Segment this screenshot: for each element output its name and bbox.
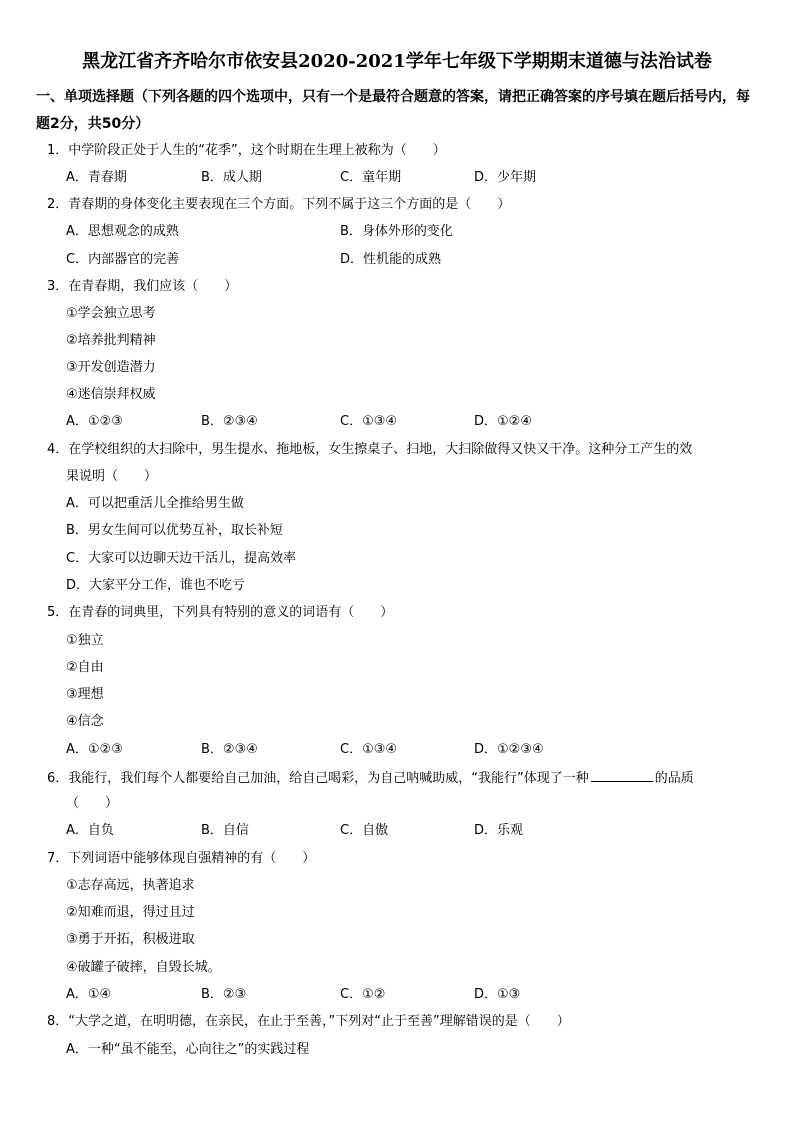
q5-item-2: ②自由 xyxy=(66,660,104,675)
q5-item-4: ④信念 xyxy=(66,714,104,729)
q5-item-3: ③理想 xyxy=(66,687,104,702)
q4-stem-line1: 4．在学校组织的大扫除中，男生提水、拖地板，女生擦桌子、扫地，大扫除做得又快又干净。这种分工产生的效 xyxy=(47,442,693,457)
q1-option-b: B．成人期 xyxy=(201,170,262,185)
q3-item-1: ①学会独立思考 xyxy=(66,306,156,321)
q6-stem-line2: （ ） xyxy=(66,796,119,811)
q7-option-c: C．①② xyxy=(340,987,386,1002)
q6-answer-blank xyxy=(591,767,653,782)
q6-stem-line1 xyxy=(47,767,759,789)
q5-option-b: B．②③④ xyxy=(201,742,258,757)
q6-option-d: D．乐观 xyxy=(474,823,524,838)
q7-item-3: ③勇于开拓，积极进取 xyxy=(66,932,195,947)
q7-item-2: ②知难而退，得过且过 xyxy=(66,905,195,920)
q8-stem: 8．“大学之道，在明明德，在亲民，在止于至善，”下列对“止于至善”理解错误的是（ ） xyxy=(47,1014,570,1029)
q4-option-b: B．男女生间可以优势互补，取长补短 xyxy=(66,523,283,538)
q8-option-a: A．一种“虽不能至，心向往之”的实践过程 xyxy=(66,1042,310,1057)
q2-option-a: A．思想观念的成熟 xyxy=(66,224,179,239)
q2-option-b: B．身体外形的变化 xyxy=(340,224,453,239)
q4-stem-line2: 果说明（ ） xyxy=(66,469,158,484)
q5-option-a: A．①②③ xyxy=(66,742,123,757)
q7-stem: 7．下列词语中能够体现自强精神的有（ ） xyxy=(47,851,316,866)
q4-option-a: A．可以把重活儿全推给男生做 xyxy=(66,496,244,511)
q2-option-d: D．性机能的成熟 xyxy=(340,252,442,267)
q7-item-1: ①志存高远，执著追求 xyxy=(66,878,195,893)
q5-item-1: ①独立 xyxy=(66,633,104,648)
q7-option-b: B．②③ xyxy=(201,987,247,1002)
q3-option-b: B．②③④ xyxy=(201,414,258,429)
q6-stem-text: 6．我能行，我们每个人都要给自己加油，给自己喝彩，为自己呐喊助威，“我能行”体现了一种 xyxy=(47,771,589,786)
q7-item-4: ④破罐子破摔，自毁长城。 xyxy=(66,960,221,975)
q3-stem: 3．在青春期，我们应该（ ） xyxy=(47,279,238,294)
q1-option-d: D．少年期 xyxy=(474,170,537,185)
q4-option-d: D．大家平分工作，谁也不吃亏 xyxy=(66,578,246,593)
q1-option-a: A．青春期 xyxy=(66,170,127,185)
section-heading: 一、单项选择题（下列各题的四个选项中，只有一个是最符合题意的答案，请把正确答案的序号填在题后括号内，每题2分，共50分） xyxy=(36,89,750,132)
q5-option-d: D．①②③④ xyxy=(474,742,544,757)
q3-option-a: A．①②③ xyxy=(66,414,123,429)
q6-option-b: B．自信 xyxy=(201,823,249,838)
q6-stem-suffix: 的品质 xyxy=(654,771,694,786)
q7-option-d: D．①③ xyxy=(474,987,521,1002)
q1-option-c: C．童年期 xyxy=(340,170,402,185)
q3-item-4: ④迷信崇拜权威 xyxy=(66,387,156,402)
q2-stem: 2．青春期的身体变化主要表现在三个方面。下列不属于这三个方面的是（ ） xyxy=(47,197,511,212)
q7-option-a: A．①④ xyxy=(66,987,112,1002)
q3-item-3: ③开发创造潜力 xyxy=(66,360,156,375)
q2-option-c: C．内部器官的完善 xyxy=(66,252,180,267)
q5-stem: 5．在青春的词典里，下列具有特别的意义的词语有（ ） xyxy=(47,605,394,620)
q4-option-c: C．大家可以边聊天边干活儿，提高效率 xyxy=(66,551,297,566)
q6-option-c: C．自傲 xyxy=(340,823,389,838)
q5-option-c: C．①③④ xyxy=(340,742,398,757)
q3-option-d: D．①②④ xyxy=(474,414,532,429)
q3-option-c: C．①③④ xyxy=(340,414,398,429)
q1-stem: 1．中学阶段正处于人生的“花季”，这个时期在生理上被称为（ ） xyxy=(47,143,446,158)
q3-item-2: ②培养批判精神 xyxy=(66,333,156,348)
q6-option-a: A．自负 xyxy=(66,823,114,838)
exam-title: 黑龙江省齐齐哈尔市依安县2020-2021学年七年级下学期期末道德与法治试卷 xyxy=(82,51,712,72)
